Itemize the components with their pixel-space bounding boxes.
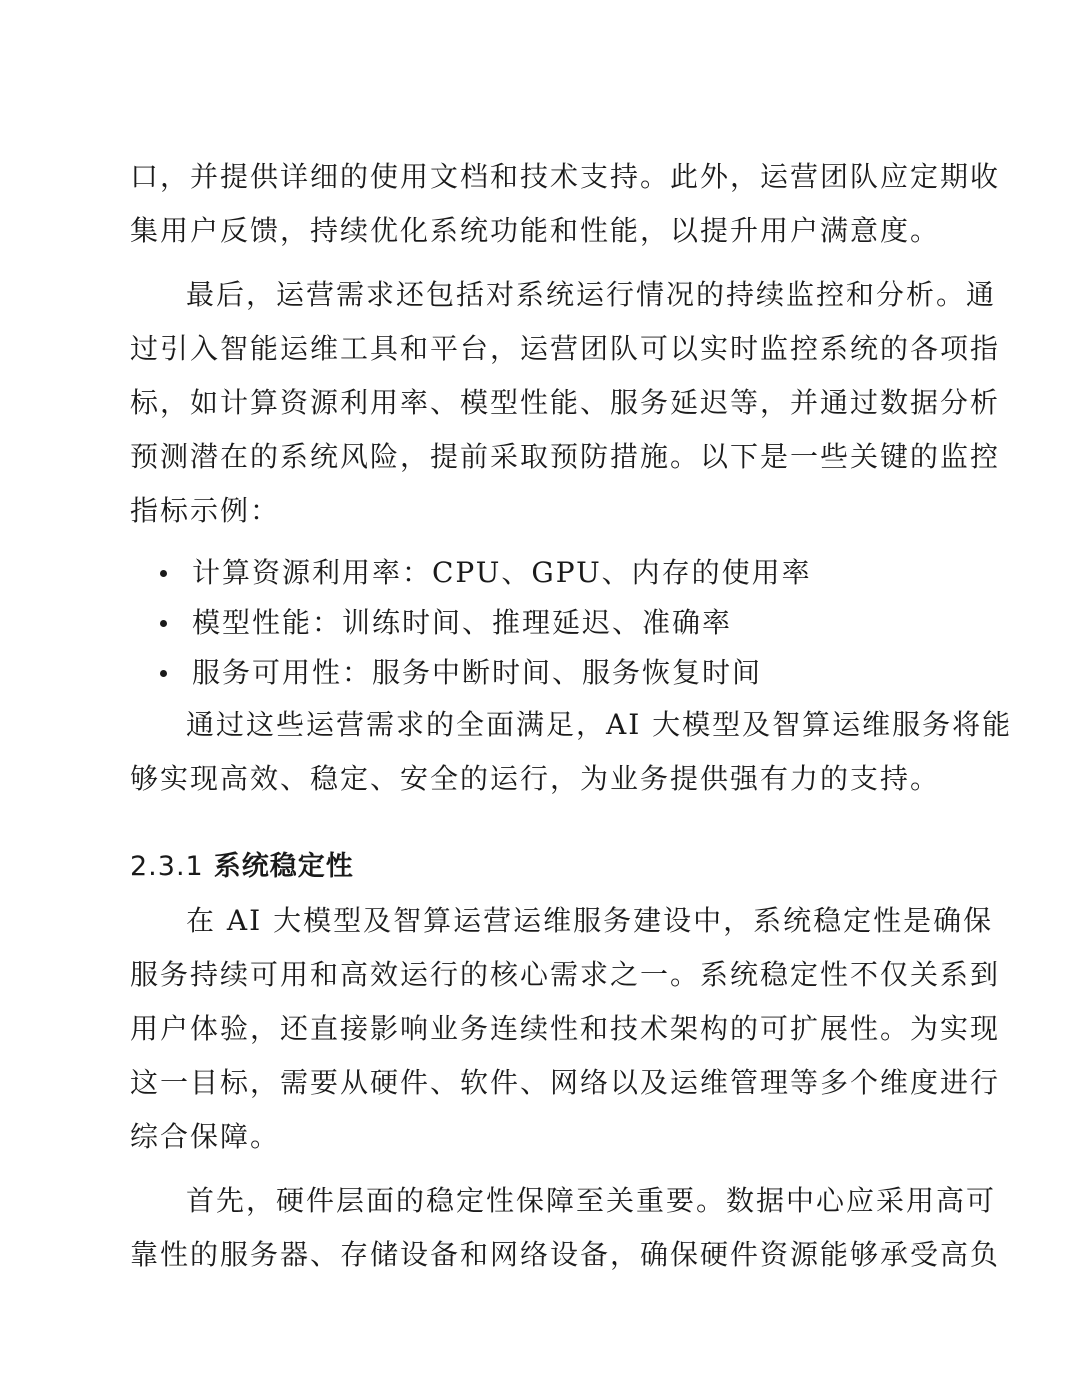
paragraph-1-line-1: 口，并提供详细的使用文档和技术支持。此外，运营团队应定期收 — [130, 160, 1001, 193]
bullet-item-compute — [130, 548, 945, 598]
bullet-dot-icon — [160, 670, 167, 677]
paragraph-2 — [130, 268, 1001, 538]
paragraph-4 — [130, 894, 1001, 1164]
bullet-item-text: 计算资源利用率：CPU、GPU、内存的使用率 — [192, 556, 812, 589]
paragraph-4-line-1: 在 AI 大模型及智算运营运维服务建设中，系统稳定性是确保 — [186, 904, 994, 937]
paragraph-3-line-1: 通过这些运营需求的全面满足，AI 大模型及智算运维服务将能 — [186, 708, 1013, 741]
paragraph-2-line-5: 指标示例： — [130, 494, 281, 527]
paragraph-5-line-1: 首先，硬件层面的稳定性保障至关重要。数据中心应采用高可 — [186, 1184, 997, 1217]
bullet-item-text: 服务可用性：服务中断时间、服务恢复时间 — [192, 656, 763, 689]
bullet-item-availability — [130, 648, 945, 698]
paragraph-5-line-2: 靠性的服务器、存储设备和网络设备，确保硬件资源能够承受高负 — [130, 1238, 1001, 1271]
section-number: 2.3.1 — [130, 851, 204, 882]
bullet-item-text: 模型性能：训练时间、推理延迟、准确率 — [192, 606, 733, 639]
paragraph-2-line-1: 最后，运营需求还包括对系统运行情况的持续监控和分析。通 — [186, 278, 997, 311]
paragraph-4-line-4: 这一目标，需要从硬件、软件、网络以及运维管理等多个维度进行 — [130, 1066, 1001, 1099]
paragraph-2-line-3: 标，如计算资源利用率、模型性能、服务延迟等，并通过数据分析 — [130, 386, 1001, 419]
section-title: 系统稳定性 — [213, 851, 354, 882]
paragraph-4-line-5: 综合保障。 — [130, 1120, 281, 1153]
paragraph-2-line-2: 过引入智能运维工具和平台，运营团队可以实时监控系统的各项指 — [130, 332, 1001, 365]
bullet-dot-icon — [160, 570, 167, 577]
paragraph-3-line-2: 够实现高效、稳定、安全的运行，为业务提供强有力的支持。 — [130, 762, 941, 795]
bullet-item-model — [130, 598, 945, 648]
paragraph-1 — [130, 150, 1001, 258]
section-heading — [130, 840, 945, 894]
paragraph-1-line-2: 集用户反馈，持续优化系统功能和性能，以提升用户满意度。 — [130, 214, 941, 247]
metrics-bullet-list — [130, 548, 945, 698]
document-page — [130, 150, 1013, 1282]
paragraph-3 — [130, 698, 1013, 806]
paragraph-2-line-4: 预测潜在的系统风险，提前采取预防措施。以下是一些关键的监控 — [130, 440, 1001, 473]
paragraph-4-line-2: 服务持续可用和高效运行的核心需求之一。系统稳定性不仅关系到 — [130, 958, 1001, 991]
paragraph-5 — [130, 1174, 1001, 1282]
bullet-dot-icon — [160, 620, 167, 627]
paragraph-4-line-3: 用户体验，还直接影响业务连续性和技术架构的可扩展性。为实现 — [130, 1012, 1001, 1045]
